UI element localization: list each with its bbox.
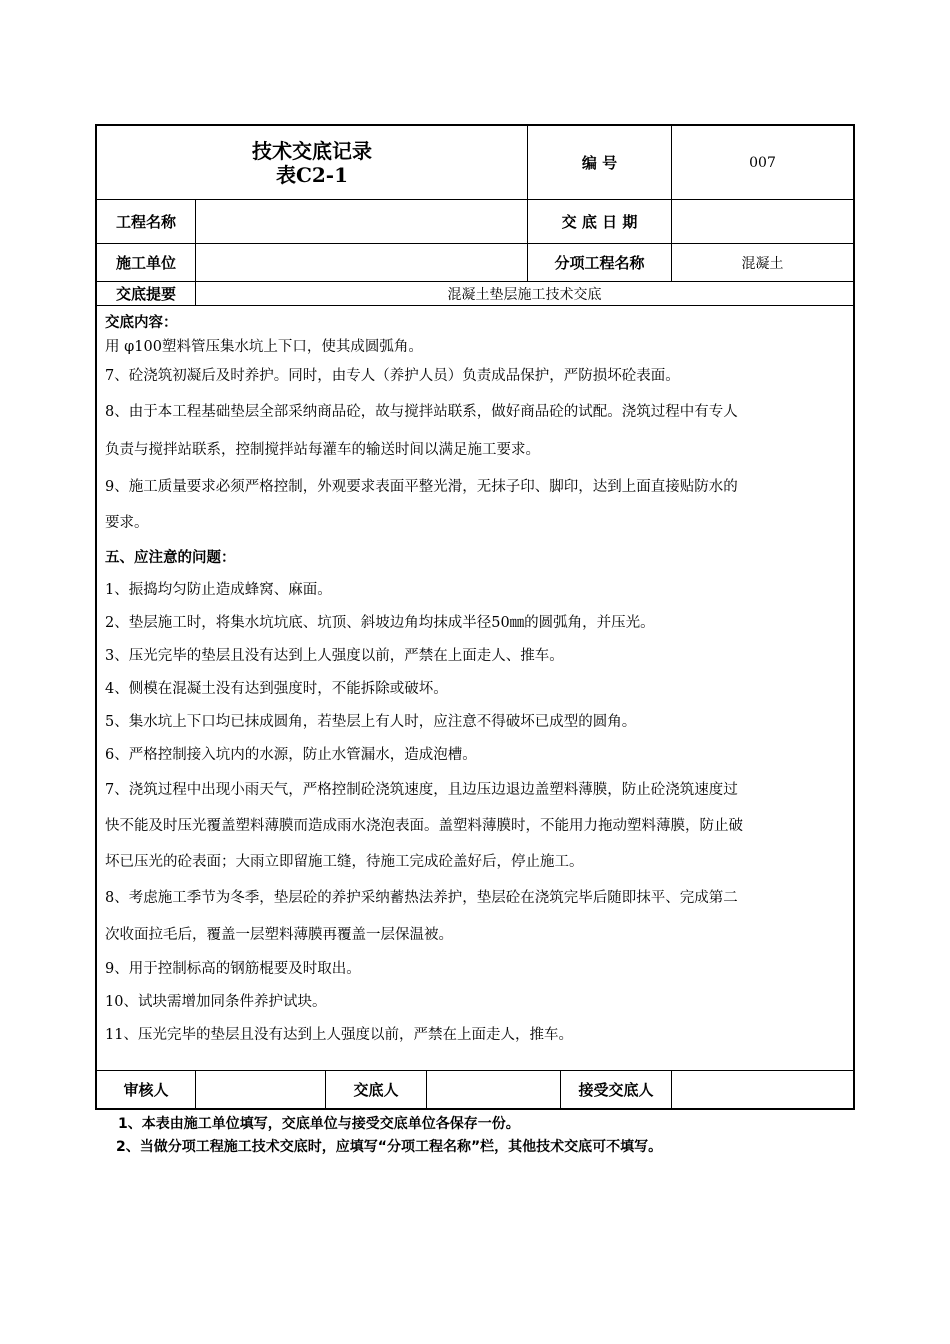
- footnote: 1、本表由施工单位填写，交底单位与接受交底单位各保存一份。: [118, 1116, 520, 1132]
- technical-disclosure-form: [95, 124, 855, 1110]
- content-line: 9、用于控制标高的钢筋棍要及时取出。: [105, 961, 361, 977]
- content-line: 6、严格控制接入坑内的水源，防止水管漏水，造成泡槽。: [105, 747, 477, 763]
- presenter-label: 交底人: [326, 1071, 427, 1108]
- construction-unit-row: [97, 244, 853, 282]
- number-value: 007: [749, 154, 776, 171]
- content-line: 8、由于本工程基础垫层全部采纳商品砼，故与搅拌站联系，做好商品砼的试配。浇筑过程中有专人: [105, 404, 738, 420]
- disclosure-date-label: 交 底 日 期: [528, 200, 672, 243]
- content-line: 2、垫层施工时，将集水坑坑底、坑顶、斜坡边角均抹成半径50㎜的圆弧角，并压光。: [105, 615, 655, 631]
- footnotes: [118, 1113, 662, 1159]
- summary-value: 混凝土垫层施工技术交底: [447, 286, 602, 303]
- content-line: 快不能及时压光覆盖塑料薄膜而造成雨水浇泡表面。盖塑料薄膜时，不能用力拖动塑料薄膜，防止破: [105, 818, 743, 834]
- content-line: 8、考虑施工季节为冬季，垫层砼的养护采纳蓄热法养护，垫层砼在浇筑完毕后随即抹平、完成第二: [105, 890, 738, 906]
- construction-unit-label: 施工单位: [97, 244, 196, 281]
- project-name-label: 工程名称: [97, 200, 196, 243]
- content-line: 4、侧模在混凝土没有达到强度时，不能拆除或破坏。: [105, 681, 448, 697]
- summary-row: [97, 282, 853, 306]
- reviewer-label: 审核人: [97, 1071, 196, 1108]
- content-line: 用 φ100塑料管压集水坑上下口，使其成圆弧角。: [105, 339, 423, 355]
- content-line: 1、振捣均匀防止造成蜂窝、麻面。: [105, 582, 332, 598]
- project-name-row: [97, 200, 853, 244]
- content-line: 7、浇筑过程中出现小雨天气，严格控制砼浇筑速度，且边压边退边盖塑料薄膜，防止砼浇筑速度过: [105, 782, 738, 798]
- disclosure-date-value: [672, 200, 853, 243]
- sub-project-label: 分项工程名称: [528, 244, 672, 281]
- presenter-value: [427, 1071, 561, 1108]
- content-line: 5、集水坑上下口均已抹成圆角，若垫层上有人时，应注意不得破坏已成型的圆角。: [105, 714, 637, 730]
- content-line: 10、试块需增加同条件养护试块。: [105, 994, 327, 1010]
- content-heading: 交底内容：: [105, 315, 178, 331]
- content-line: 次收面拉毛后，覆盖一层塑料薄膜再覆盖一层保温被。: [105, 927, 453, 943]
- project-name-value: [196, 200, 528, 243]
- footnote: 2、当做分项工程施工技术交底时，应填写“分项工程名称”栏，其他技术交底可不填写。: [116, 1139, 663, 1155]
- number-label: 编 号: [528, 126, 672, 199]
- section5-heading: 五、应注意的问题：: [105, 550, 236, 566]
- content-line: 7、砼浇筑初凝后及时养护。同时，由专人（养护人员）负责成品保护，严防损坏砼表面。: [105, 368, 680, 384]
- content-line: 坏已压光的砼表面；大雨立即留施工缝，待施工完成砼盖好后，停止施工。: [105, 854, 584, 870]
- sub-project-value: 混凝土: [741, 255, 784, 272]
- form-title-code: 表C2-1: [275, 162, 349, 187]
- disclosure-content: [97, 306, 853, 1071]
- reviewer-value: [196, 1071, 326, 1108]
- content-line: 负责与搅拌站联系，控制搅拌站每灌车的输送时间以满足施工要求。: [105, 442, 540, 458]
- form-title: [97, 126, 528, 199]
- construction-unit-value: [196, 244, 528, 281]
- summary-label: 交底提要: [97, 282, 196, 305]
- signature-row: [97, 1071, 853, 1108]
- header-row: [97, 126, 853, 200]
- form-title-main: 技术交底记录: [252, 138, 372, 163]
- receiver-label: 接受交底人: [561, 1071, 672, 1108]
- content-line: 3、压光完毕的垫层且没有达到上人强度以前，严禁在上面走人、推车。: [105, 648, 564, 664]
- content-line: 9、施工质量要求必须严格控制，外观要求表面平整光滑，无抹子印、脚印，达到上面直接贴防水的: [105, 479, 738, 495]
- content-line: 要求。: [105, 515, 149, 531]
- content-line: 11、压光完毕的垫层且没有达到上人强度以前，严禁在上面走人，推车。: [105, 1027, 573, 1043]
- receiver-value: [672, 1071, 853, 1108]
